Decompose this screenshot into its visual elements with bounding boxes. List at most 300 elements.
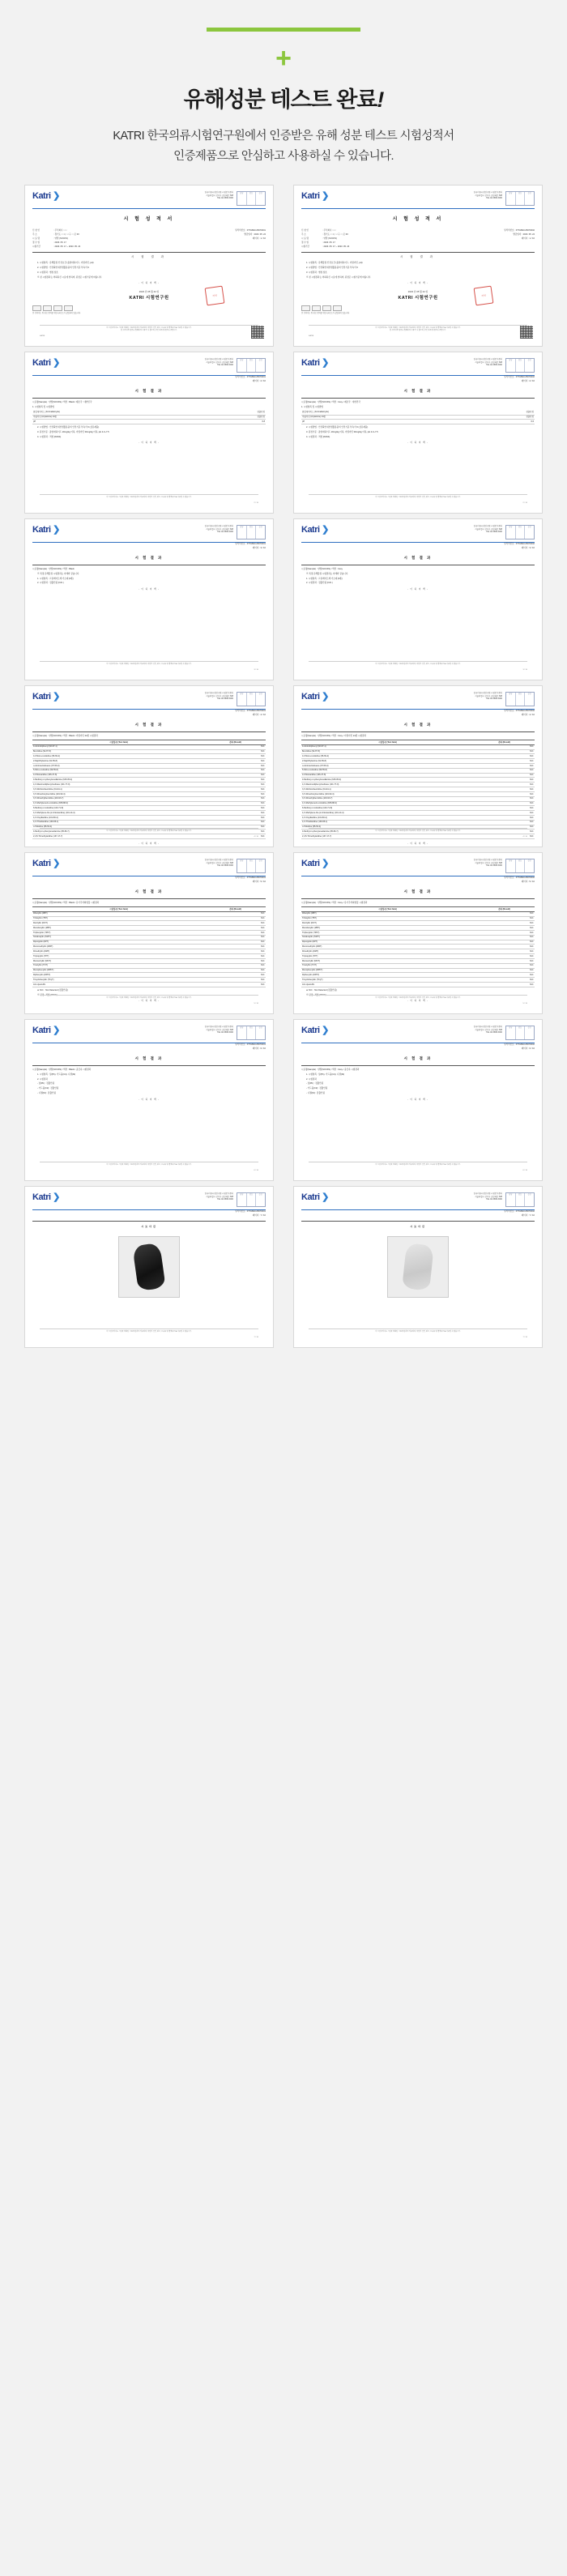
sample-description: 시료명(Sample) : 양말(SOCKS) / 색상 : Black	[32, 568, 75, 571]
document-meta-line: 성적서번호 : FTTAB23-05070001	[235, 543, 266, 546]
sample-description: 시료명(Sample) : 양말(SOCKS) / 색상 : Black / 유기주석화합물 시험결과	[32, 902, 100, 905]
column-header-result: 결과 (Result)	[205, 740, 266, 744]
test-item-cell: Benzidine (92-87-5)	[32, 749, 205, 754]
document-paragraph: 2. 시험결과	[37, 1077, 48, 1081]
footer-disclaimer-line: 이 시험성적서는 시험을 의뢰한 시료에 한하여 적용되며, 상업적 선전, 광고, 소송용 및 면책용으로 사용될 수 없습니다.	[106, 830, 192, 832]
katri-logo-text: Katri	[301, 1192, 320, 1202]
lab-address-line: TEL 02-3668-3000	[486, 531, 502, 534]
chevron-right-icon: ❯	[50, 1026, 60, 1035]
document-meta-right	[173, 1043, 266, 1051]
katri-logo	[301, 191, 329, 201]
page-number: 5 / 10	[254, 1002, 258, 1004]
test-item-cell: o-Toluidine (95-53-4)	[301, 825, 474, 830]
document-code: KATRI	[309, 335, 314, 337]
approval-stamp-cell: 승인	[258, 360, 262, 361]
test-result-cell: N.D.	[474, 796, 535, 801]
document-meta-value: : 2023. 05. 17 ~ 2023. 05. 24	[53, 245, 81, 248]
chevron-right-icon: ❯	[50, 859, 60, 868]
katri-logo-text: Katri	[32, 1192, 51, 1202]
document-paragraph: 1. 시험항목 : 프탈레이트계 가소제 (6종)	[37, 577, 74, 580]
lab-address-line: 한국의류시험연구원 시험분석센터	[473, 692, 502, 694]
test-item-cell: 3,3'-Dimethoxybenzidine (119-90-4)	[32, 791, 205, 796]
lab-address-line: 서울특별시 강서구 공항대로 608	[475, 694, 502, 697]
document-meta	[32, 376, 266, 384]
page-number: 7 / 10	[522, 1336, 527, 1338]
accreditation-badge	[312, 305, 321, 311]
test-result-cell: N.D.	[205, 834, 266, 839]
title-divider	[301, 898, 535, 899]
document-meta-line: 페이지 : 6 / 10	[521, 1047, 535, 1051]
footer-disclaimer	[40, 1329, 258, 1333]
document-header	[301, 859, 535, 873]
document-body	[32, 692, 266, 846]
document-meta-field	[301, 229, 437, 232]
test-item-cell: 4,4'-Diaminodiphenylmethane (101-77-9)	[301, 783, 474, 787]
lab-address-line: TEL 02-3668-3000	[486, 1198, 502, 1201]
lab-address	[474, 1026, 502, 1034]
test-result-cell: N.D.	[205, 820, 266, 825]
test-item-cell: Tetrabutyltin (TeBT)	[32, 935, 205, 940]
test-item-cell: Tripropyltin (TPT)	[301, 954, 474, 959]
document-header-right	[474, 859, 535, 873]
column-header-item: 시험항목 (Test Item)	[32, 740, 205, 744]
lab-address	[474, 859, 502, 868]
katri-logo-text: Katri	[301, 358, 320, 368]
document-paragraph: - 카드뮴(Cd) : 검출안됨	[306, 1087, 328, 1090]
column-header-item: 시험항목 (Test Item)	[301, 740, 474, 744]
document-meta-line: 성적서번호 : FTTAB23-05070002	[504, 1043, 535, 1047]
katri-logo	[32, 525, 60, 535]
approval-stamp-cell: 담당	[237, 359, 247, 372]
qr-note: 본 성적서는 위·변조 방지를 위한 QR코드가 삽입되어 있습니다.	[301, 312, 350, 314]
page-title-exclamation: !	[377, 87, 384, 112]
test-result-cell: N.D.	[205, 982, 266, 987]
certificate-grid	[24, 185, 543, 1353]
test-result-cell: N.D.	[205, 764, 266, 769]
document-meta-right	[173, 1210, 266, 1218]
footer-disclaimer	[309, 494, 527, 499]
footer-disclaimer-line: 본 성적서의 일부를 발췌하여 사용할 수 없으며, 무단 복제 및 변조를 금합니다.	[121, 329, 177, 331]
test-result-cell: N.D.	[205, 773, 266, 778]
section-label: 시 험 결 과	[400, 255, 436, 259]
test-result-cell: N.D.	[205, 945, 266, 949]
document-paragraph: 2. 시험결과 : 검출안됨 (N.D.)	[37, 582, 64, 585]
document-meta	[301, 1043, 535, 1051]
results-table	[301, 411, 535, 424]
doc-11	[24, 1019, 274, 1181]
document-meta	[32, 710, 266, 718]
approval-stamp-cell: 검토	[516, 1026, 526, 1039]
lab-address-line: 한국의류시험연구원 시험분석센터	[473, 1026, 502, 1028]
footer-disclaimer	[40, 494, 258, 499]
approval-stamp-cell: 승인	[258, 1027, 262, 1029]
test-result-cell: N.D.	[474, 968, 535, 973]
document-meta-field	[32, 233, 168, 237]
test-item-cell: 4,4'-Methylenedi-o-toluidine (838-88-0)	[32, 801, 205, 806]
results-table	[301, 740, 535, 839]
test-result-cell: N.D.	[474, 787, 535, 792]
document-meta-left	[32, 1043, 168, 1051]
lab-address-line: TEL 02-3668-3000	[217, 1198, 233, 1201]
accreditation-badge	[333, 305, 342, 311]
test-item-cell: Dioctyltin (DOT)	[32, 921, 205, 926]
document-meta-value: : 2023. 05. 17 ~ 2023. 05. 24	[322, 245, 350, 248]
table-row	[32, 420, 266, 424]
document-meta-value: : 2023. 05. 17	[53, 241, 66, 244]
document-title: 시 험 성 적 서	[123, 217, 175, 223]
chevron-right-icon: ❯	[319, 191, 329, 201]
document-header	[301, 358, 535, 373]
sock-image	[132, 1243, 165, 1291]
approval-stamp-cell: 승인	[258, 860, 262, 862]
doc-1	[24, 185, 274, 347]
document-meta-line: 페이지 : 4 / 10	[252, 714, 266, 717]
document-paragraph: ※ N.D. : Not Detected (검출안됨)	[37, 988, 68, 992]
document-meta-line: 성적서번호 : FTTAB23-05070001	[235, 228, 266, 232]
sample-description: 시료명(Sample) : 양말(SOCKS) / 색상 : Black / 중금속 시험결과	[32, 1068, 92, 1072]
test-result-cell: N.D.	[474, 754, 535, 759]
test-item-cell: Monobutyltin (MBT)	[301, 926, 474, 931]
doc-13	[24, 1186, 274, 1348]
chevron-right-icon: ❯	[319, 859, 329, 868]
lab-address-line: 한국의류시험연구원 시험분석센터	[473, 1192, 502, 1195]
end-of-content-note: - 이 하 여 백 -	[138, 282, 160, 285]
approval-stamp-box	[237, 859, 266, 873]
document-paragraph: 2. 시험방법 : 안전확인대상생활용품의 안전기준 부속서 6 (섬유제품)	[37, 426, 100, 429]
section-intro: 1. 시험항목 및 시험방법	[301, 405, 323, 408]
signature-block	[32, 290, 266, 302]
katri-logo	[301, 859, 329, 868]
test-result-cell: N.D.	[205, 801, 266, 806]
header-rule	[32, 208, 266, 209]
approval-stamp-cell: 승인	[258, 693, 262, 695]
chevron-right-icon: ❯	[319, 525, 329, 535]
document-meta-left	[32, 876, 168, 885]
test-item-cell: 4,4'-Thiodianiline (139-65-1)	[301, 820, 474, 825]
document-meta-value: : 2023. 05. 17	[322, 241, 335, 244]
title-divider	[32, 731, 266, 732]
katri-logo	[301, 1026, 329, 1035]
lab-address-line: 서울특별시 강서구 공항대로 608	[206, 360, 233, 364]
document-paragraph: ※ 판정 : 적합 (PASS)	[37, 993, 58, 996]
footer-disclaimer	[40, 995, 258, 1000]
lab-address	[205, 525, 233, 534]
lab-address-line: 서울특별시 강서구 공항대로 608	[475, 861, 502, 864]
document-meta-line: 성적서번호 : FTTAB23-05070001	[235, 710, 266, 713]
document-header-right	[205, 859, 266, 873]
page-title-text: 유해성분 테스트 완료	[183, 87, 377, 112]
test-result-cell: N.D.	[205, 940, 266, 945]
accreditation-badges	[32, 305, 266, 311]
hero-subtitle-line1: KATRI 한국의류시험연구원에서 인증받은 유해 성분 테스트 시험성적서	[113, 130, 454, 143]
page-number: 1 / 10	[522, 335, 527, 337]
approval-stamp-box	[237, 525, 266, 540]
katri-logo-text: Katri	[32, 1026, 51, 1035]
approval-stamp-box	[505, 692, 535, 706]
document-meta-line: 성적서번호 : FTTAB23-05070001	[235, 1043, 266, 1047]
test-result-cell: N.D.	[474, 749, 535, 754]
test-result-cell: N.D.	[205, 926, 266, 931]
document-paragraph: - 납(Pb) : 검출안됨	[306, 1082, 324, 1085]
test-result-cell: N.D.	[205, 916, 266, 921]
page-number: 1 / 10	[254, 335, 258, 337]
document-paragraph: ※ 특정 유해물질 시험결과는 아래와 같습니다.	[37, 572, 80, 575]
approval-stamp-cell: 승인	[527, 193, 531, 194]
document-meta-left	[32, 229, 168, 249]
document-meta	[32, 1210, 266, 1218]
sample-description: 시료명(Sample) : 양말(SOCKS) / 색상 : Grey / 중금속 시험결과	[301, 1068, 360, 1072]
document-body	[301, 692, 535, 846]
signature-block	[301, 290, 535, 302]
document-paragraph: 2. 시험방법 : 안전확인대상생활용품의 안전기준 부속서 6	[306, 267, 358, 270]
test-result-cell: N.D.	[205, 825, 266, 830]
test-result-cell: N.D.	[474, 963, 535, 968]
test-item-cell: Benzidine (92-87-5)	[301, 749, 474, 754]
lab-address-line: 한국의류시험연구원 시험분석센터	[473, 525, 502, 527]
test-result-cell: N.D.	[474, 801, 535, 806]
chevron-right-icon: ❯	[50, 191, 60, 201]
document-body	[301, 191, 535, 340]
photo-caption: 시료사진	[141, 1224, 157, 1228]
test-item-cell: 4-Chloroaniline (106-47-8)	[32, 773, 205, 778]
page-number: 6 / 10	[254, 1169, 258, 1171]
accreditation-badge	[64, 305, 73, 311]
table-row	[32, 834, 266, 839]
document-header	[32, 525, 266, 540]
lab-address	[205, 191, 233, 200]
approval-stamp-cell: 담당	[237, 859, 247, 872]
qr-note: 본 성적서는 위·변조 방지를 위한 QR코드가 삽입되어 있습니다.	[32, 312, 81, 314]
test-item-cell: Diphenyltin (DPhT)	[32, 973, 205, 978]
footer-disclaimer	[40, 661, 258, 666]
end-of-content-note: - 이 하 여 백 -	[407, 842, 429, 846]
test-item-cell: Trioctyltin (TOT)	[301, 963, 474, 968]
doc-12	[293, 1019, 543, 1181]
test-result-cell: N.D.	[474, 744, 535, 749]
test-item-cell: 3,3'-Dichlorobenzidine (91-94-1)	[32, 787, 205, 792]
doc-8	[293, 685, 543, 847]
approval-stamp-cell: 검토	[516, 192, 526, 205]
approval-stamp-cell: 담당	[237, 192, 247, 205]
end-of-content-note: - 이 하 여 백 -	[407, 1098, 429, 1101]
end-of-content-note: - 이 하 여 백 -	[138, 842, 160, 846]
document-meta-key: 주 소	[32, 232, 37, 236]
document-meta-value: : 양말 (SOCKS)	[53, 237, 68, 240]
end-of-content-note: - 이 하 여 백 -	[407, 282, 429, 285]
document-meta-left	[301, 229, 437, 249]
accreditation-badge	[301, 305, 310, 311]
title-divider	[32, 1065, 266, 1066]
approval-stamp-cell: 검토	[247, 693, 257, 706]
test-result-cell: N.D.	[205, 949, 266, 954]
test-item-cell: Monobutyltin (MBT)	[32, 926, 205, 931]
test-result-cell: N.D.	[474, 759, 535, 764]
document-paragraph: ※ 본 시험결과는 의뢰하신 시료에 한하며, 판정은 시험기준에 따릅니다.	[37, 275, 102, 279]
test-item-cell: 4-Chloro-o-toluidine (95-69-2)	[32, 754, 205, 759]
test-result-cell: N.D.	[474, 815, 535, 820]
document-title: 시 험 성 적 서	[392, 217, 444, 223]
lab-address	[474, 1192, 502, 1201]
document-body	[301, 1192, 535, 1341]
document-meta-line: 페이지 : 1 / 10	[521, 237, 535, 240]
document-header-right	[205, 525, 266, 540]
katri-logo-text: Katri	[301, 525, 320, 535]
footer-disclaimer-line: 이 시험성적서는 시험을 의뢰한 시료에 한하여 적용되며, 상업적 선전, 광고, 소송용 및 면책용으로 사용될 수 없습니다.	[106, 1163, 192, 1166]
test-item-cell: 5-Nitro-o-toluidine (99-55-8)	[32, 768, 205, 773]
test-result-cell: N.D.	[474, 978, 535, 983]
test-item-cell: Monomethyltin (MMT)	[301, 945, 474, 949]
approval-stamp-box	[237, 191, 266, 206]
document-meta-line: 페이지 : 2 / 10	[521, 380, 535, 383]
lab-address-line: 한국의류시험연구원 시험분석센터	[204, 191, 233, 194]
test-item-cell: 4,4'-Methylenedi-o-toluidine (838-88-0)	[301, 801, 474, 806]
issue-date: 2023 년 05 월 24 일	[407, 290, 428, 294]
document-title: 시 험 결 과	[403, 723, 433, 727]
approval-stamp-cell: 담당	[237, 1193, 247, 1206]
document-paragraph: 3. 판정기준 : 폼알데하이드 20mg/kg 이하, 아릴아민 30mg/kg 이하, pH 4.0~7.5	[37, 430, 109, 433]
footer-disclaimer-line: 이 시험성적서는 시험을 의뢰한 시료에 한하여 적용되며, 상업적 선전, 광고, 소송용 및 면책용으로 사용될 수 없습니다.	[375, 326, 461, 329]
document-meta-key: 시험기간	[301, 245, 310, 248]
test-result-cell: N.D.	[474, 768, 535, 773]
test-result-cell: N.D.	[205, 931, 266, 936]
lab-address-line: 서울특별시 강서구 공항대로 608	[475, 1195, 502, 1198]
test-item-cell: Triphenyltin (TPhT)	[301, 931, 474, 936]
test-result-cell: N.D.	[205, 778, 266, 783]
test-item-cell: 3,3'-Dichlorobenzidine (91-94-1)	[301, 787, 474, 792]
approval-stamp-box	[505, 191, 535, 206]
footer-disclaimer	[309, 995, 527, 1000]
test-result-cell: N.D.	[205, 973, 266, 978]
document-paragraph: 3. 판정기준 : 폼알데하이드 20mg/kg 이하, 아릴아민 30mg/kg 이하, pH 4.0~7.5	[306, 430, 378, 433]
katri-logo	[301, 692, 329, 702]
test-item-cell: Dimethyltin (DMT)	[32, 949, 205, 954]
chevron-right-icon: ❯	[319, 1026, 329, 1035]
lab-address-line: TEL 02-3668-3000	[486, 197, 502, 200]
document-header	[32, 191, 266, 206]
approval-stamp-cell: 담당	[506, 359, 516, 372]
document-meta-right	[441, 229, 535, 249]
document-meta-line: 페이지 : 3 / 10	[521, 547, 535, 550]
approval-stamp-cell: 검토	[516, 526, 526, 539]
lab-address-line: 한국의류시험연구원 시험분석센터	[204, 1026, 233, 1028]
test-result-cell: N.D.	[205, 811, 266, 816]
test-item-cell: 2,4,5-Trimethylaniline (137-17-7)	[301, 834, 474, 839]
document-paragraph: - 니켈(Ni) : 검출안됨	[37, 1091, 56, 1094]
test-item-cell: 4,4'-Thiodianiline (139-65-1)	[32, 820, 205, 825]
footer-disclaimer-line: 이 시험성적서는 시험을 의뢰한 시료에 한하여 적용되며, 상업적 선전, 광고, 소송용 및 면책용으로 사용될 수 없습니다.	[106, 1330, 192, 1333]
doc-9	[24, 852, 274, 1014]
page-number: 3 / 10	[254, 668, 258, 671]
lab-address-line: 서울특별시 강서구 공항대로 608	[206, 861, 233, 864]
page-number: 3 / 10	[522, 668, 527, 671]
document-header-right	[474, 1026, 535, 1040]
header-rule	[301, 208, 535, 209]
lab-address-line: TEL 02-3668-3000	[217, 197, 233, 200]
katri-logo-text: Katri	[32, 191, 51, 201]
test-result-cell: N.D.	[205, 768, 266, 773]
title-divider	[301, 398, 535, 399]
footer-disclaimer	[309, 325, 527, 332]
page-number: 4 / 10	[254, 835, 258, 838]
test-result-cell: 검출안됨	[205, 411, 266, 415]
document-code: KATRI	[40, 335, 45, 337]
test-result-cell: N.D.	[474, 954, 535, 959]
test-result-cell: N.D.	[474, 791, 535, 796]
katri-logo-text: Katri	[301, 859, 320, 868]
test-item-cell: Dimethyltin (DMT)	[301, 949, 474, 954]
document-meta-line: 성적서번호 : FTTAB23-05070001	[235, 1210, 266, 1213]
document-body	[32, 358, 266, 507]
end-of-content-note: - 이 하 여 백 -	[138, 441, 160, 445]
footer-disclaimer-line: 이 시험성적서는 시험을 의뢰한 시료에 한하여 적용되며, 상업적 선전, 광고, 소송용 및 면책용으로 사용될 수 없습니다.	[375, 1163, 461, 1166]
approval-stamp-cell: 승인	[258, 193, 262, 194]
footer-disclaimer	[309, 1162, 527, 1166]
footer-disclaimer	[309, 661, 527, 666]
document-meta-line: 페이지 : 5 / 10	[521, 881, 535, 884]
doc-7	[24, 685, 274, 847]
lab-address-line: 한국의류시험연구원 시험분석센터	[473, 358, 502, 360]
document-paragraph: 1. 시험항목 : 납(Pb), 카드뮴(Cd), 니켈(Ni)	[37, 1073, 76, 1076]
document-meta-line: 페이지 : 4 / 10	[521, 714, 535, 717]
lab-address-line: 한국의류시험연구원 시험분석센터	[204, 1192, 233, 1195]
test-item-cell: 2,4,5-Trimethylaniline (137-17-7)	[32, 834, 205, 839]
test-item-cell: Tetrabutyltin (TeBT)	[301, 935, 474, 940]
document-meta	[301, 710, 535, 718]
test-item-cell: o-Aminoazotoluene (97-56-3)	[32, 764, 205, 769]
hero-subtitle	[0, 126, 567, 167]
footer-disclaimer-line: 본 성적서의 일부를 발췌하여 사용할 수 없으며, 무단 복제 및 변조를 금합니다.	[390, 329, 446, 331]
document-meta-line: 페이지 : 6 / 10	[252, 1047, 266, 1051]
document-header	[301, 191, 535, 206]
document-meta-key: 시 료 명	[301, 237, 309, 240]
document-header-right	[205, 1192, 266, 1207]
title-divider	[32, 1221, 266, 1222]
test-result-cell: N.D.	[474, 935, 535, 940]
test-item-cell: Monooctyltin (MOT)	[301, 958, 474, 963]
test-item-cell: Dibutyltin (DBT)	[32, 911, 205, 916]
end-of-content-note: - 이 하 여 백 -	[138, 588, 160, 591]
end-of-content-note: - 이 하 여 백 -	[407, 441, 429, 445]
lab-address-line: TEL 02-3668-3000	[217, 864, 233, 868]
approval-stamp-cell: 검토	[247, 526, 257, 539]
document-meta-left	[301, 376, 437, 384]
test-item-cell: Monomethyltin (MMT)	[32, 945, 205, 949]
doc-5	[24, 518, 274, 680]
document-title: 시 험 결 과	[134, 889, 164, 894]
approval-stamp-cell: 검토	[247, 1026, 257, 1039]
test-item-cell: Monophenyltin (MPhT)	[32, 968, 205, 973]
section-label: 시 험 결 과	[131, 255, 167, 259]
footer-disclaimer	[40, 828, 258, 833]
approval-stamp-cell: 담당	[506, 192, 516, 205]
document-paragraph: 2. 시험결과 : 검출안됨 (N.D.)	[306, 582, 333, 585]
document-body	[32, 1192, 266, 1341]
document-meta-left	[301, 710, 437, 718]
document-paragraph: - 니켈(Ni) : 검출안됨	[306, 1091, 325, 1094]
document-body	[301, 358, 535, 507]
document-paragraph: 1. 시험항목 : 유해물질 안전요건 (폼알데하이드, 아릴아민, pH)	[306, 262, 363, 265]
test-result-cell: N.D.	[474, 834, 535, 839]
test-item-cell: o-Aminoazotoluene (97-56-3)	[301, 764, 474, 769]
test-item-cell: 4,4'-Diaminodiphenylmethane (101-77-9)	[32, 783, 205, 787]
accreditation-badges	[301, 305, 535, 311]
lab-address-line: TEL 02-3668-3000	[217, 697, 233, 701]
lab-address-line: 서울특별시 강서구 공항대로 608	[206, 194, 233, 197]
document-paragraph: ※ 특정 유해물질 시험결과는 아래와 같습니다.	[306, 572, 349, 575]
document-paragraph: 2. 시험방법 : 안전확인대상생활용품의 안전기준 부속서 6	[37, 267, 89, 270]
footer-disclaimer-line: 이 시험성적서는 시험을 의뢰한 시료에 한하여 적용되며, 상업적 선전, 광고, 소송용 및 면책용으로 사용될 수 없습니다.	[375, 663, 461, 665]
test-item-cell: Triphenyltin (TPhT)	[32, 931, 205, 936]
